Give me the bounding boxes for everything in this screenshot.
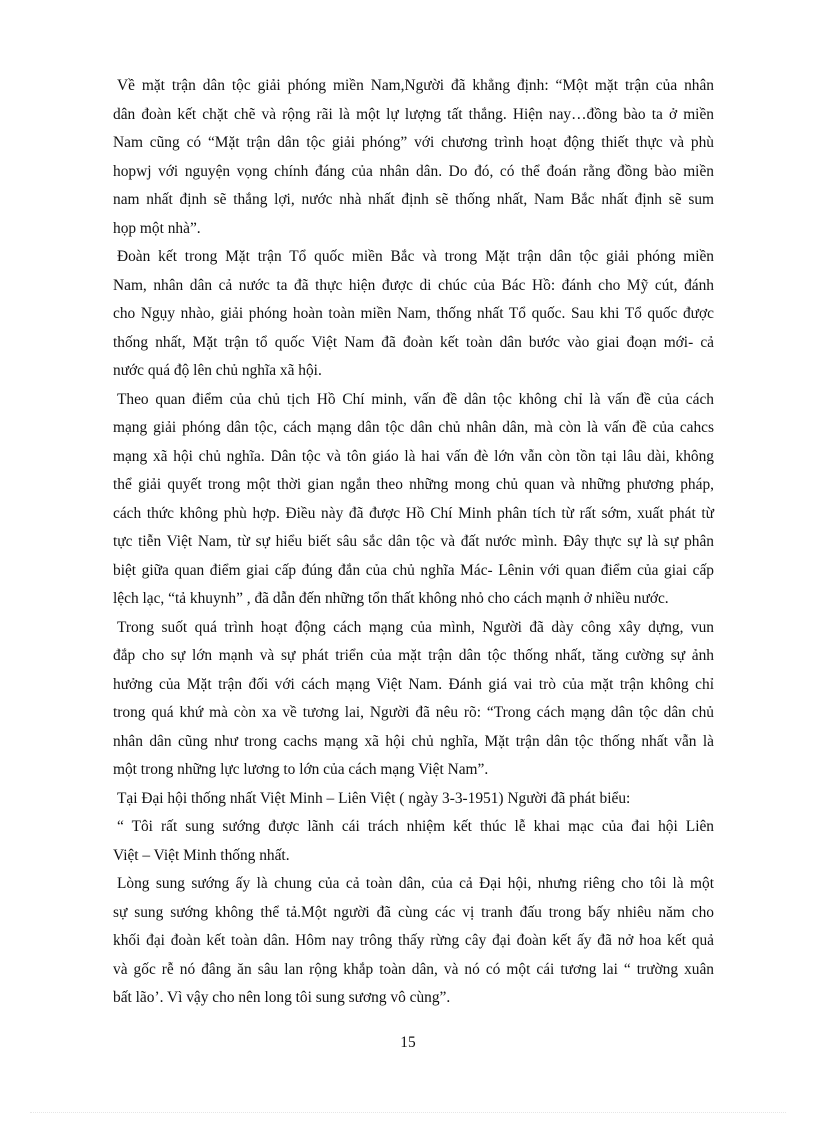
text-line: bất lão’. Vì vậy cho nên long tôi sung sương vô cùng”. [113,989,451,1006]
text-line: thống nhất, Mặt trận tổ quốc Việt Nam đã đoàn kết toàn dân bước vào giai đoạn mới- cả [113,333,714,351]
text-line: Nam cũng có “Mặt trận dân tộc giải phóng” với chương trình hoạt động thiết thực và phù [113,134,714,151]
text-line: mạng giải phóng dân tộc, cách mạng dân tộc dân chủ nhân dân, mà còn là vấn đề của cahcs [113,419,714,436]
text-line: Lòng sung sướng ấy là chung của cả toàn dân, của cả Đại hội, nhưng riêng cho tôi là một [117,875,714,892]
paragraph-quote-opening [113,813,714,870]
text-line: nam nhất định sẽ thắng lợi, nước nhà nhất định sẽ thống nhất, Nam Bắc nhất định sẽ sum [113,191,714,208]
text-line: sự sung sướng không thể tả.Một người đã cùng các vị tranh đấu trong bấy nhiêu năm cho [113,903,714,921]
paragraph-ethnic-issue [113,386,714,614]
text-line: tực tiễn Việt Nam, từ sự hiểu biết sâu sắc dân tộc và đất nước mình. Đây thực sự là sự phân [113,533,714,550]
paragraph-unity [113,243,714,386]
text-line: hopwj với nguyện vọng chính đáng của nhân dân. Do đó, có thể đoán rằng đồng bào miền [113,162,714,180]
paragraph-congress-intro [113,785,714,814]
paragraph-front-role [113,614,714,785]
paragraph-quote-joy [113,870,714,1013]
body-text [113,72,714,1013]
footer-divider [30,1112,786,1113]
paragraph-southern-front [113,72,714,243]
text-line: lệch lạc, “tả khuynh” , đã dẫn đến những tổn thất không nhỏ cho cách mạnh ở nhiều nước. [113,590,669,607]
text-line: mạng xã hội chủ nghĩa. Dân tộc và tôn giáo là hai vấn đè lớn vẫn còn tồn tại lâu dài, không [113,447,714,465]
text-line: dân đoàn kết chặt chẽ và rộng rãi là một lự lượng tất thắng. Hiện nay…đồng bào ta ở miền [113,105,714,123]
text-line: “ Tôi rất sung sướng được lãnh cái trách nhiệm kết thúc lễ khai mạc của đai hội Liên [117,818,714,835]
text-line: đắp cho sự lớn mạnh và sự phát triển của mặt trận dân tộc thống nhất, tăng cường sự ảnh [113,647,714,664]
text-line: Theo quan điểm của chủ tịch Hồ Chí minh, vấn đề dân tộc không chỉ là vấn đề của cách [117,390,714,408]
text-line: thể giải quyết trong một thời gian ngắn theo những mong chủ quan và những phương pháp, [113,476,714,493]
text-line: Trong suốt quá trình hoạt động cách mạng của mình, Người đã dày công xây dựng, vun [117,618,714,636]
text-line: cho Ngụy nhào, giải phóng hoàn toàn miền Nam, thống nhất Tổ quốc. Sau khi Tổ quốc được [113,305,714,322]
text-line: nước quá độ lên chủ nghĩa xã hội. [113,362,322,379]
text-line: Nam, nhân dân cả nước ta đã thực hiện được di chúc của Bác Hồ: đánh cho Mỹ cút, đánh [113,276,714,294]
text-line: cách thức không phù hợp. Điều này đã được Hồ Chí Minh phân tích từ rất sớm, xuất phát từ [113,504,714,522]
text-line: trong quá khứ mà còn xa về tương lai, Người đã nêu rõ: “Trong cách mạng dân tộc dân chủ [113,704,714,721]
text-line: nhân dân cũng như trong cachs mạng xã hội chủ nghĩa, Mặt trận dân tộc thống nhất vẫn là [113,732,714,750]
text-line: họp một nhà”. [113,219,201,237]
text-line: và gốc rễ nó đâng ăn sâu lan rộng khắp toàn dân, và nó có một cái tương lai “ trường xuân [113,960,714,978]
page-number: 15 [400,1034,416,1051]
text-line: Về mặt trận dân tộc giải phóng miền Nam,Người đã khẳng định: “Một mặt trận của nhân [117,77,714,94]
text-line: Việt – Việt Minh thống nhất. [113,846,290,864]
text-line: Tại Đại hội thống nhất Việt Minh – Liên Việt ( ngày 3-3-1951) Người đã phát biểu: [117,789,631,807]
text-line: một trong những lực lương to lớn của cách mạng Việt Nam”. [113,761,489,778]
text-line: biệt giữa quan điểm giai cấp đúng đắn của chủ nghĩa Mác- Lênin với quan điểm của giai cấp [113,561,714,579]
text-line: hưởng của Mặt trận đối với cách mạng Việt Nam. Đánh giá vai trò của mặt trận không chỉ [113,675,714,693]
text-line: Đoàn kết trong Mặt trận Tổ quốc miền Bắc và trong Mặt trận dân tộc giải phóng miền [117,248,714,265]
text-line: khối đại đoàn kết toàn dân. Hôm nay trông thấy rừng cây đại đoàn kết ấy đã nở hoa kết quả [113,932,714,949]
